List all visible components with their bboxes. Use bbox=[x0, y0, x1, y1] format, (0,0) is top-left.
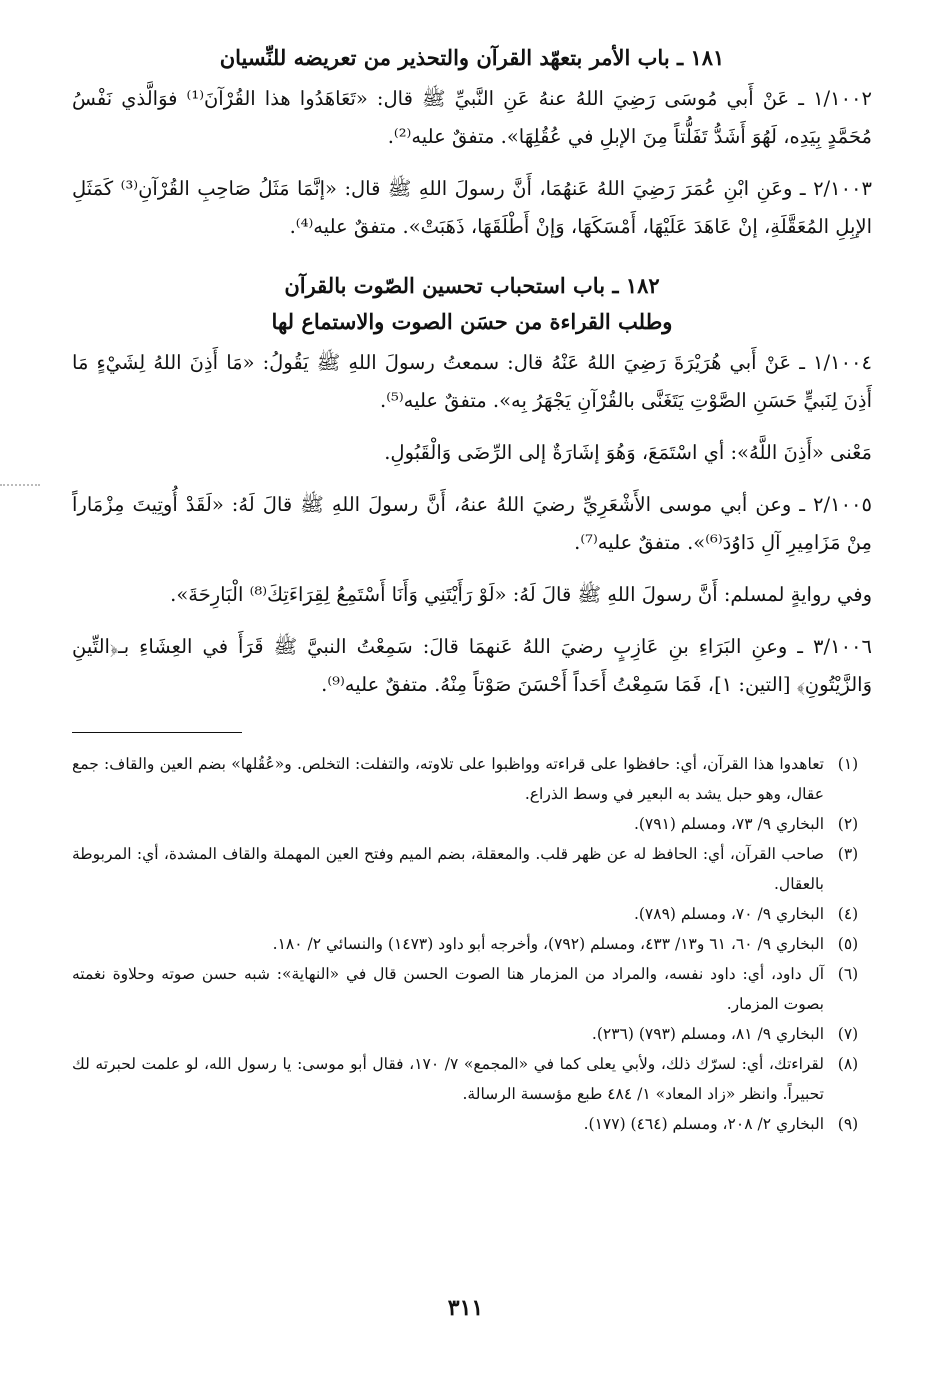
footnote bbox=[72, 899, 872, 929]
footnote-text: آل داود، أي: داود نفسه، والمراد من المزمار هنا الصوت الحسن قال في «النهاية»: شبه حسن صوته وحلاوة نغمته بصوت المزمار. bbox=[72, 965, 825, 1013]
footnote-number: (٦) bbox=[837, 965, 859, 983]
footnote bbox=[72, 749, 872, 809]
footnote-text: البخاري ٩/ ٨١، ومسلم (٧٩٣) (٢٣٦). bbox=[591, 1025, 824, 1043]
footnote-text: لقراءتك، أي: لسرّك ذلك، ولأبي يعلى كما في «المجمع» ٧/ ١٧٠، فقال أبو موسى: يا رسول الله، لو علمت لحبرته لك تحبيراً. وانظر «زاد المعاد» ١/ ٤٨٤ طبع مؤسسة الرسالة. bbox=[72, 1055, 824, 1103]
hadith-1004-meaning: مَعْنى «أَذِنَ اللَّهُ»: أي اسْتَمَعَ، وَهُوَ إشَارَةٌ إلى الرِّضَى وَالْقَبُولِ. bbox=[384, 441, 872, 464]
footnote-text: البخاري ٩/ ٧٣، ومسلم (٧٩١). bbox=[633, 815, 824, 833]
chapter-182-heading: ١٨٢ ـ باب استحباب تحسين الصّوت بالقرآن bbox=[284, 273, 660, 298]
hadith-1002: ١/١٠٠٢ ـ عَنْ أَبي مُوسَى رَضِيَ اللهُ عنهُ عَنِ النَّبيِّ ﷺ قال: «تَعَاهَدُوا هذا القُرْآنَ⁽¹⁾ فوَالَّذي نَفْسُ مُحَمَّدٍ بِيَدِه، لَهُوَ أَشَدُّ تَفَلُّتاً مِنَ الإبلِ في عُقُلِهَا». متفقٌ عليه⁽²⁾. bbox=[72, 87, 873, 148]
footnote-text: البخاري ٩/ ٦٠، ٦١ و١٣/ ٤٣٣، ومسلم (٧٩٢)، وأخرجه أبو داود (١٤٧٣) والنسائي ٢/ ١٨٠. bbox=[272, 935, 824, 953]
hadith-1006: ٣/١٠٠٦ ـ وعنِ البَرَاءِ بنِ عَازِبٍ رضيَ اللهُ عَنهمَا قالَ: سَمِعْتُ النبيَّ ﷺ قَرَأَ في العِشَاءِ بـ﴿التِّينِ وَالزَّيْتُونِ﴾ [التين: ١]، فَمَا سَمِعْتُ أَحَداً أَحْسَنَ صَوْتاً مِنْهُ. متفقٌ عليه⁽⁹⁾. bbox=[72, 635, 872, 696]
footnote-text: البخاري ٩/ ٧٠، ومسلم (٧٨٩). bbox=[633, 905, 824, 923]
footnote-number: (٢) bbox=[837, 815, 859, 833]
document-page bbox=[72, 40, 872, 1360]
hadith-1005: ٢/١٠٠٥ ـ وعن أبي موسى الأَشْعَرِيِّ رضيَ اللهُ عنهُ، أَنَّ رسولَ اللهِ ﷺ قالَ لَهُ: «لَقَدْ أُوتِيتَ مِزْمَاراً مِنْ مَزَامِيرِ آلِ دَاوُدَ⁽⁶⁾». متفقٌ عليه⁽⁷⁾. bbox=[72, 493, 872, 554]
footnote-number: (١) bbox=[837, 755, 859, 773]
footnote bbox=[72, 1049, 872, 1109]
chapter-182-subheading: وطلب القراءة من حسَن الصوت والاستماع لها bbox=[271, 309, 673, 334]
hadith-1005-muslim-narration: وفي روايةٍ لمسلم: أَنَّ رسولَ اللهِ ﷺ قالَ لَهُ: «لَوْ رَأَيْتَنِي وَأَنَا أَسْتَمِعُ لِقِرَاءَتِكَ⁽⁸⁾ الْبَارِحَةَ». bbox=[170, 583, 872, 606]
footnote-text: البخاري ٢/ ٢٠٨، ومسلم (٤٦٤) (١٧٧). bbox=[583, 1115, 824, 1133]
footnote-number: (٨) bbox=[837, 1055, 859, 1073]
footnote-number: (٩) bbox=[837, 1115, 859, 1133]
hadith-1003: ٢/١٠٠٣ ـ وعَنِ ابْنِ عُمَرَ رَضِيَ اللهُ عَنهُمَا، أَنَّ رسولَ اللهِ ﷺ قال: «إنَّمَا مَثَلُ صَاحِبِ القُرْآنِ⁽³⁾ كَمَثَلِ الإبِلِ المُعَقَّلَةِ، إنْ عَاهَدَ عَلَيْهَا، أَمْسَكَهَا، وَإنْ أَطْلَقَهَا، ذَهَبَتْ». متفقٌ عليه⁽⁴⁾. bbox=[72, 177, 873, 238]
footnote bbox=[72, 929, 872, 959]
footnote-text: صاحب القرآن، أي: الحافظ له عن ظهر قلب. والمعقلة، بضم الميم وفتح العين المهملة والقاف المشدة، أي: المربوطة بالعقال. bbox=[72, 845, 824, 893]
footnote-number: (٤) bbox=[837, 905, 859, 923]
footnote-separator bbox=[72, 732, 242, 733]
footnote-number: (٣) bbox=[837, 845, 859, 863]
footnote-text: تعاهدوا هذا القرآن، أي: حافظوا على قراءته وواظبوا على تلاوته، والتفلت: التخلص. و«عُقُلها» بضم العين والقاف: جمع عقال، وهو حبل يشد به البعير في وسط الذراع. bbox=[72, 755, 824, 803]
footnote-number: (٧) bbox=[837, 1025, 859, 1043]
footnote bbox=[72, 1019, 872, 1049]
chapter-181-heading: ١٨١ ـ باب الأمر بتعهّد القرآن والتحذير من تعريضه للنِّسيان bbox=[219, 45, 725, 70]
footnote-number: (٥) bbox=[837, 935, 859, 953]
footnotes bbox=[72, 749, 872, 1139]
footnote bbox=[72, 839, 872, 899]
page-number: ٣١١ bbox=[447, 1295, 484, 1321]
footnote bbox=[72, 959, 872, 1019]
margin-mark bbox=[0, 484, 40, 490]
footnote bbox=[72, 809, 872, 839]
hadith-1004: ١/١٠٠٤ ـ عَنْ أَبي هُرَيْرَةَ رَضِيَ اللهُ عَنْهُ قال: سمعتُ رسولَ اللهِ ﷺ يَقُولُ: «مَا أَذِنَ اللهُ لِشَيْءٍ مَا أَذِنَ لِنَبيٍّ حَسَنِ الصَّوْتِ يَتَغَنَّى بالقُرْآنِ يَجْهَرُ بِه». متفقٌ عليه⁽⁵⁾. bbox=[72, 351, 872, 412]
footnote bbox=[72, 1109, 872, 1139]
